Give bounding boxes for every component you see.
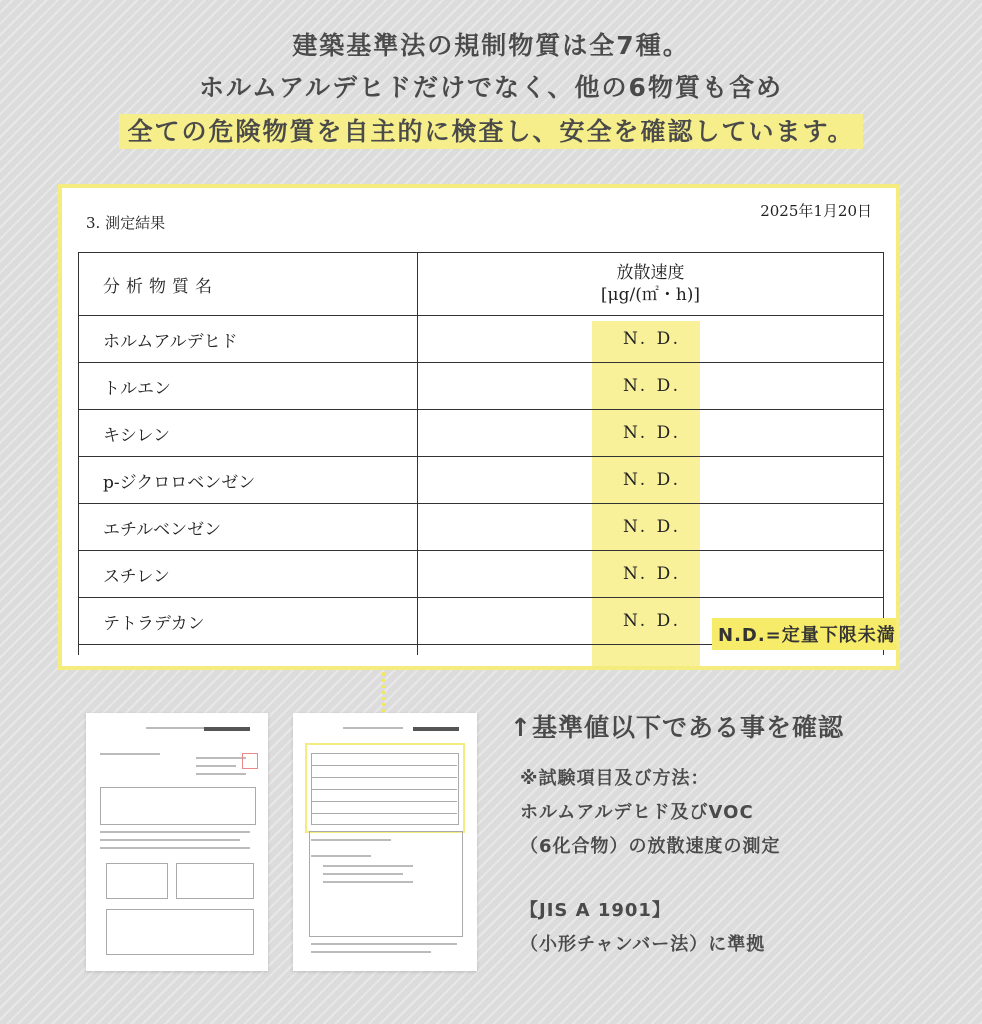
headline-line-2: ホルムアルデヒドだけでなく、他の6物質も含め bbox=[199, 73, 783, 102]
table-row bbox=[79, 316, 884, 363]
substance-name: トルエン bbox=[79, 363, 418, 410]
emission-value: N. D. bbox=[622, 470, 682, 490]
substance-name: エチルベンゼン bbox=[79, 504, 418, 551]
section-title: 3. 測定結果 bbox=[86, 214, 166, 232]
confirmation-text: ↑基準値以下である事を確認 bbox=[510, 713, 844, 742]
emission-cell bbox=[418, 363, 884, 410]
table-row bbox=[79, 410, 884, 457]
table-row bbox=[79, 457, 884, 504]
substance-name: スチレン bbox=[79, 551, 418, 598]
report-date: 2025年1月20日 bbox=[760, 202, 872, 220]
report-thumbnail-2 bbox=[293, 713, 477, 971]
substance-name: p-ジクロロベンゼン bbox=[79, 457, 418, 504]
table-row bbox=[79, 551, 884, 598]
col-header-emission-rate bbox=[418, 253, 884, 316]
emission-cell bbox=[418, 410, 884, 457]
emission-cell bbox=[418, 316, 884, 363]
emission-cell bbox=[418, 457, 884, 504]
emission-value: N. D. bbox=[622, 611, 682, 631]
note-line-2: ホルムアルデヒド及びVOC bbox=[520, 802, 754, 823]
note-line-4: 【JIS A 1901】 bbox=[520, 900, 671, 921]
col-header-emission-rate-label: 放散速度 bbox=[616, 263, 685, 283]
table-row bbox=[79, 504, 884, 551]
substance-name: キシレン bbox=[79, 410, 418, 457]
substance-name: ホルムアルデヒド bbox=[79, 316, 418, 363]
note-line-1: ※試験項目及び方法： bbox=[520, 768, 710, 789]
emission-value: N. D. bbox=[622, 423, 682, 443]
headline-line-1: 建築基準法の規制物質は全7種。 bbox=[292, 31, 690, 60]
headline-line-3 bbox=[0, 112, 982, 148]
headline-highlight: 全ての危険物質を自主的に検査し、安全を確認しています。 bbox=[119, 114, 862, 149]
report-thumbnail-1 bbox=[86, 713, 268, 971]
note-line-3: （6化合物）の放散速度の測定 bbox=[520, 836, 781, 857]
nd-definition-label: N.D.=定量下限未満 bbox=[712, 618, 900, 650]
emission-value: N. D. bbox=[622, 329, 682, 349]
col-header-substance: 分析物質名 bbox=[79, 253, 418, 316]
test-report-excerpt bbox=[58, 184, 900, 670]
note-line-5: （小形チャンバー法）に準拠 bbox=[520, 934, 766, 955]
col-header-emission-rate-unit: [μg/(㎡・h)] bbox=[600, 285, 701, 305]
emission-cell bbox=[418, 551, 884, 598]
emission-value: N. D. bbox=[622, 564, 682, 584]
emission-cell bbox=[418, 504, 884, 551]
table-header-row bbox=[79, 253, 884, 316]
substance-name: テトラデカン bbox=[79, 598, 418, 645]
emission-value: N. D. bbox=[622, 376, 682, 396]
results-table bbox=[78, 252, 884, 655]
test-method-notes bbox=[520, 762, 781, 962]
emission-value: N. D. bbox=[622, 517, 682, 537]
table-row bbox=[79, 363, 884, 410]
